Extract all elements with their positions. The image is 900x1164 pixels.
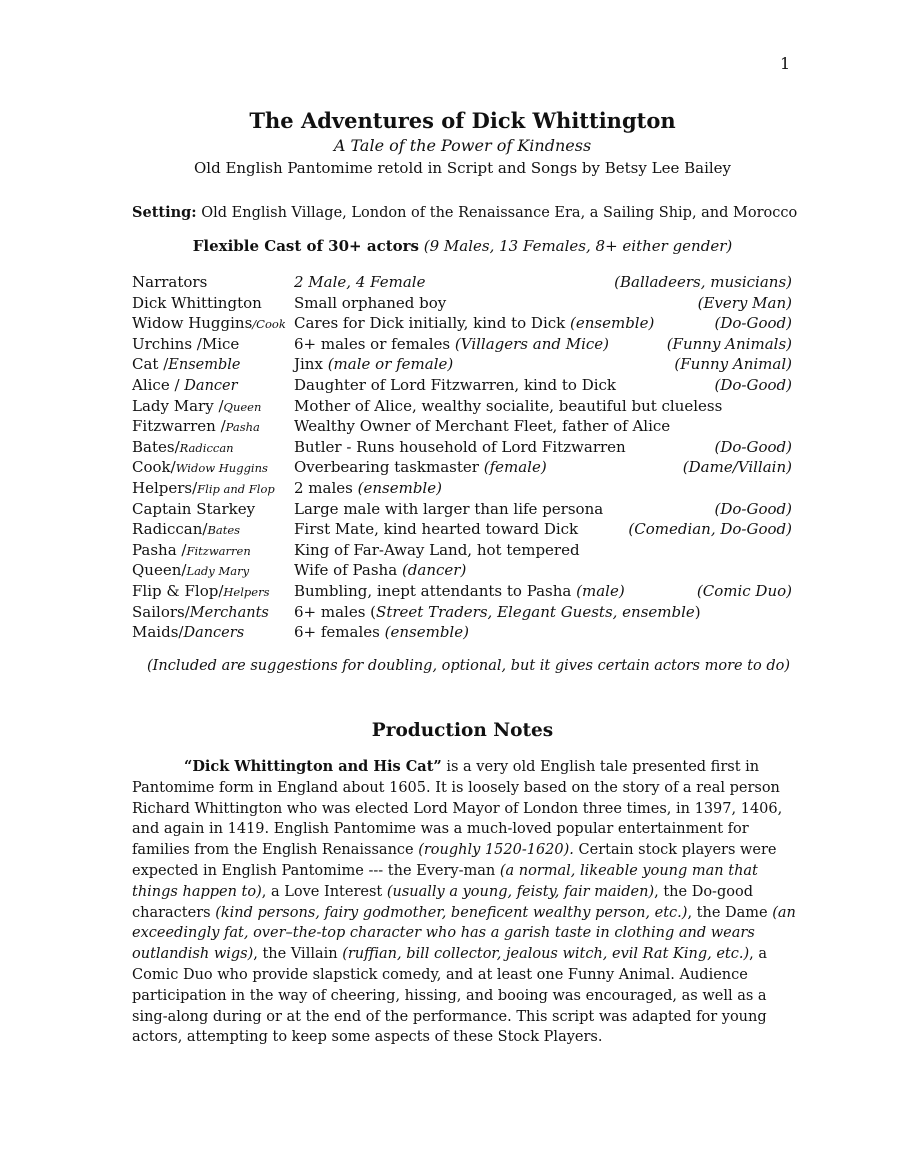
notes-line: sing-along during or at the end of the performance. This script was adapted for young <box>132 1008 767 1025</box>
cast-role: Helpers/Flip and Flop <box>132 478 275 497</box>
cast-character-type: (Funny Animal) <box>674 355 792 374</box>
story-title: “Dick Whittington and His Cat” <box>184 758 442 775</box>
cast-role: Alice / Dancer <box>132 375 238 394</box>
notes-line: Comic Duo who provide slapstick comedy, and at least one Funny Animal. Audience <box>132 966 748 983</box>
cast-role: Maids/Dancers <box>132 623 245 642</box>
document-title: The Adventures of Dick Whittington <box>249 108 676 133</box>
cast-character-type: (Do-Good) <box>714 314 792 333</box>
cast-description: First Mate, kind hearted toward Dick <box>294 520 579 539</box>
cast-row <box>132 457 792 478</box>
cast-row <box>132 519 792 540</box>
cast-heading <box>0 237 900 255</box>
cast-character-type: (Every Man) <box>697 293 792 312</box>
notes-line: families from the English Renaissance (roughly 1520-1620). Certain stock players were <box>132 842 777 859</box>
cast-role-double: Merchants <box>189 604 269 621</box>
cast-row <box>132 602 792 623</box>
cast-role: Captain Starkey <box>132 499 256 518</box>
doubling-note: (Included are suggestions for doubling, optional, but it gives certain actors more to do) <box>147 658 791 674</box>
cast-row <box>132 416 792 437</box>
cast-description: Wealthy Owner of Merchant Fleet, father of Alice <box>294 417 671 436</box>
cast-description: Butler - Runs household of Lord Fitzwarren <box>294 437 626 456</box>
cast-description: King of Far-Away Land, hot tempered <box>294 540 580 559</box>
cast-description: Cares for Dick initially, kind to Dick (ensemble) <box>294 314 655 333</box>
cast-row <box>132 581 792 602</box>
cast-character-type: (Comedian, Do-Good) <box>628 520 792 539</box>
cast-role-double: Queen <box>223 399 262 414</box>
cast-row <box>132 375 792 396</box>
cast-character-type: (Do-Good) <box>714 375 792 394</box>
notes-line: actors, attempting to keep some aspects of these Stock Players. <box>132 1029 603 1046</box>
notes-line: outlandish wigs), the Villain (ruffian, bill collector, jealous witch, evil Rat King, etc.), a <box>132 946 767 963</box>
cast-description: Daughter of Lord Fitzwarren, kind to Dick <box>294 375 617 394</box>
cast-role: Lady Mary /Queen <box>132 396 262 415</box>
cast-character-type: (Dame/Villain) <box>682 458 792 477</box>
cast-description: Jinx (male or female) <box>294 355 454 374</box>
author-credit: Old English Pantomime retold in Script and Songs by Betsy Lee Bailey <box>193 159 732 177</box>
cast-row <box>132 540 792 561</box>
cast-role-double: Widow Huggins <box>175 461 268 476</box>
cast-role-double: Flip and Flop <box>197 481 275 496</box>
cast-role: Sailors/Merchants <box>132 602 269 621</box>
cast-role-double: Lady Mary <box>186 564 250 579</box>
cast-role: Dick Whittington <box>132 293 262 312</box>
notes-line: characters (kind persons, fairy godmother, beneficent wealthy person, etc.), the Dame (an <box>132 904 796 921</box>
cast-role: Cook/Widow Huggins <box>132 458 268 477</box>
cast-description: 2 males (ensemble) <box>294 478 442 497</box>
cast-character-type: (Funny Animals) <box>666 334 792 353</box>
cast-role-double: Bates <box>207 523 241 538</box>
cast-row <box>132 437 792 458</box>
cast-row <box>132 499 792 520</box>
cast-role: Cat /Ensemble <box>132 355 241 374</box>
cast-description: 6+ males or females (Villagers and Mice) <box>294 334 610 353</box>
notes-line: things happen to), a Love Interest (usually a young, feisty, fair maiden), the Do-good <box>132 883 753 900</box>
cast-role: Queen/Lady Mary <box>132 561 250 580</box>
cast-row <box>132 272 792 293</box>
cast-row <box>132 478 792 499</box>
cast-row <box>132 293 792 314</box>
cast-description: Wife of Pasha (dancer) <box>294 561 467 580</box>
notes-line: exceedingly fat, over–the-top character who has a garish taste in clothing and wears <box>132 925 755 942</box>
notes-line: participation in the way of cheering, hissing, and booing was encouraged, as well as a <box>132 987 767 1004</box>
notes-line: expected in English Pantomime --- the Every-man (a normal, likeable young man that <box>132 862 758 879</box>
cast-description: Large male with larger than life persona <box>294 499 604 518</box>
cast-row <box>132 334 792 355</box>
cast-role-double: Ensemble <box>168 357 241 374</box>
cast-row <box>132 622 792 643</box>
cast-role: Flip & Flop/Helpers <box>132 581 270 600</box>
cast-role-double: Pasha <box>225 420 260 435</box>
setting-line <box>132 204 797 221</box>
cast-description: 6+ females (ensemble) <box>294 623 469 642</box>
cast-row <box>132 313 792 334</box>
cast-description: Bumbling, inept attendants to Pasha (male) <box>294 581 625 600</box>
production-notes-body <box>132 757 832 1048</box>
cast-role-double: Fitzwarren <box>186 543 251 558</box>
document-subtitle: A Tale of the Power of Kindness <box>333 136 592 155</box>
cast-character-type: (Balladeers, musicians) <box>614 273 792 291</box>
cast-role-double: Helpers <box>223 584 270 599</box>
cast-role: Pasha /Fitzwarren <box>132 540 251 559</box>
cast-role: Fitzwarren /Pasha <box>132 417 260 436</box>
cast-description: Mother of Alice, wealthy socialite, beautiful but clueless <box>294 396 723 415</box>
cast-character-type: (Comic Duo) <box>696 581 792 600</box>
cast-role-double: Dancer <box>184 377 238 394</box>
cast-heading-main: Flexible Cast of 30+ actors <box>192 237 419 255</box>
cast-role: Urchins /Mice <box>132 334 240 353</box>
production-notes-heading: Production Notes <box>371 720 554 741</box>
cast-row <box>132 354 792 375</box>
cast-role-double: /Cook <box>252 317 286 332</box>
cast-heading-breakdown: (9 Males, 13 Females, 8+ either gender) <box>418 237 733 255</box>
cast-description: Small orphaned boy <box>294 293 447 312</box>
setting-label: Setting: <box>132 204 197 221</box>
cast-role: Bates/Radiccan <box>132 437 234 456</box>
cast-role: Narrators <box>132 273 208 291</box>
cast-description: Overbearing taskmaster (female) <box>294 458 547 477</box>
cast-character-type: (Do-Good) <box>714 437 792 456</box>
cast-description: 6+ males (Street Traders, Elegant Guests, ensemble) <box>294 602 701 621</box>
page-number: 1 <box>780 54 791 73</box>
notes-line: “Dick Whittington and His Cat” is a very old English tale presented first in <box>184 758 760 775</box>
cast-role: Radiccan/Bates <box>132 520 241 539</box>
cast-role-double: Dancers <box>183 625 245 642</box>
notes-line: and again in 1419. English Pantomime was a much-loved popular entertainment for <box>132 821 749 838</box>
cast-description: 2 Male, 4 Female <box>294 273 426 291</box>
cast-character-type: (Do-Good) <box>714 499 792 518</box>
notes-line: Pantomime form in England about 1605. It is loosely based on the story of a real person <box>132 779 780 796</box>
setting-text: Old English Village, London of the Renaissance Era, a Sailing Ship, and Morocco <box>196 205 798 221</box>
cast-row <box>132 396 792 417</box>
cast-list <box>132 272 792 643</box>
notes-line: Richard Whittington who was elected Lord Mayor of London three times, in 1397, 1406, <box>132 800 783 817</box>
cast-role: Widow Huggins/Cook <box>132 314 286 333</box>
cast-role-double: Radiccan <box>179 440 234 455</box>
cast-row <box>132 560 792 581</box>
